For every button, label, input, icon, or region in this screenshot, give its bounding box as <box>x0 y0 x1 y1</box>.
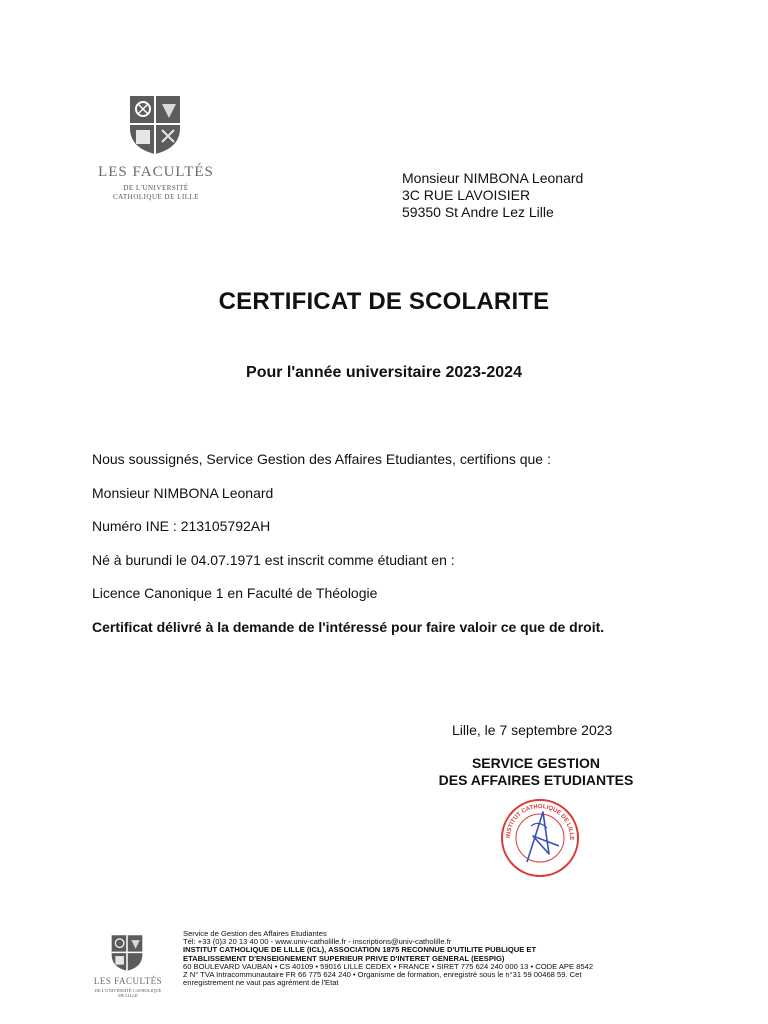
issuance-statement: Certificat délivré à la demande de l'intéressé pour faire valoir ce que de droit. <box>92 619 605 635</box>
place-and-date: Lille, le 7 septembre 2023 <box>452 722 613 738</box>
logo-subtitle-line2: CATHOLIQUE DE LILLE <box>112 193 200 201</box>
official-stamp-icon <box>497 796 583 880</box>
footer-logo-subtitle: DE L'UNIVERSITÉ CATHOLIQUE DE LILLE <box>94 988 162 998</box>
birth-enrollment-line: Né à burundi le 04.07.1971 est inscrit comme étudiant en : <box>92 552 455 568</box>
footer-institution-status: ETABLISSEMENT D'ENSEIGNEMENT SUPERIEUR PRIVE D'INTERET GENERAL (EESPIG) <box>183 953 505 963</box>
footer-coat-of-arms-icon <box>109 934 145 972</box>
university-logo <box>92 88 220 208</box>
recipient-address <box>402 170 583 221</box>
academic-year: Pour l'année universitaire 2023-2024 <box>246 364 522 381</box>
logo-title: LES FACULTÉS <box>98 164 214 180</box>
footer-contact: Tél: +33 (0)3 20 13 40 00 - www.univ-catholille.fr - inscriptions@univ-catholille.fr <box>183 937 452 947</box>
recipient-street: 3C RUE LAVOISIER <box>402 187 531 203</box>
signatory-service <box>400 755 672 789</box>
document-title: CERTIFICAT DE SCOLARITE <box>218 288 550 315</box>
footer-service: Service de Gestion des Affaires Etudiantes <box>183 929 327 938</box>
signatory-line1: SERVICE GESTION <box>471 755 601 771</box>
recipient-name: Monsieur NIMBONA Leonard <box>402 170 584 186</box>
footer-registration: enregistrement ne vaut pas agrément de l'Etat <box>183 978 339 988</box>
stamp-text: INSTITUT CATHOLIQUE DE LILLE <box>505 803 575 841</box>
coat-of-arms-icon <box>126 94 184 156</box>
footer-institution: INSTITUT CATHOLIQUE DE LILLE (ICL), ASSOCIATION 1875 RECONNUE D'UTILITE PUBLIQUE ET <box>183 945 537 955</box>
certification-statement: Nous soussignés, Service Gestion des Affaires Etudiantes, certifions que : <box>92 451 551 467</box>
recipient-city: 59350 St Andre Lez Lille <box>402 204 554 220</box>
footer-vat: Z N° TVA Intracommunautaire FR 66 775 624 240 • Organisme de formation, enregistré sous le n°31 59 00468 59. Cet <box>183 970 582 980</box>
footer-legal-text <box>183 930 683 987</box>
logo-subtitle-line1: DE L'UNIVERSITÉ <box>123 184 189 192</box>
student-name: Monsieur NIMBONA Leonard <box>92 485 274 501</box>
footer-logo <box>92 932 164 1002</box>
student-ine: Numéro INE : 213105792AH <box>92 518 271 534</box>
footer-logo-title: LES FACULTÉS <box>93 976 163 986</box>
signatory-line2: DES AFFAIRES ETUDIANTES <box>438 772 634 788</box>
footer-address: 60 BOULEVARD VAUBAN • CS 40109 • 59016 LILLE CEDEX • FRANCE • SIRET 775 624 240 000 13 • CODE APE 8542 <box>183 961 594 971</box>
program-line: Licence Canonique 1 en Faculté de Théologie <box>92 585 378 601</box>
